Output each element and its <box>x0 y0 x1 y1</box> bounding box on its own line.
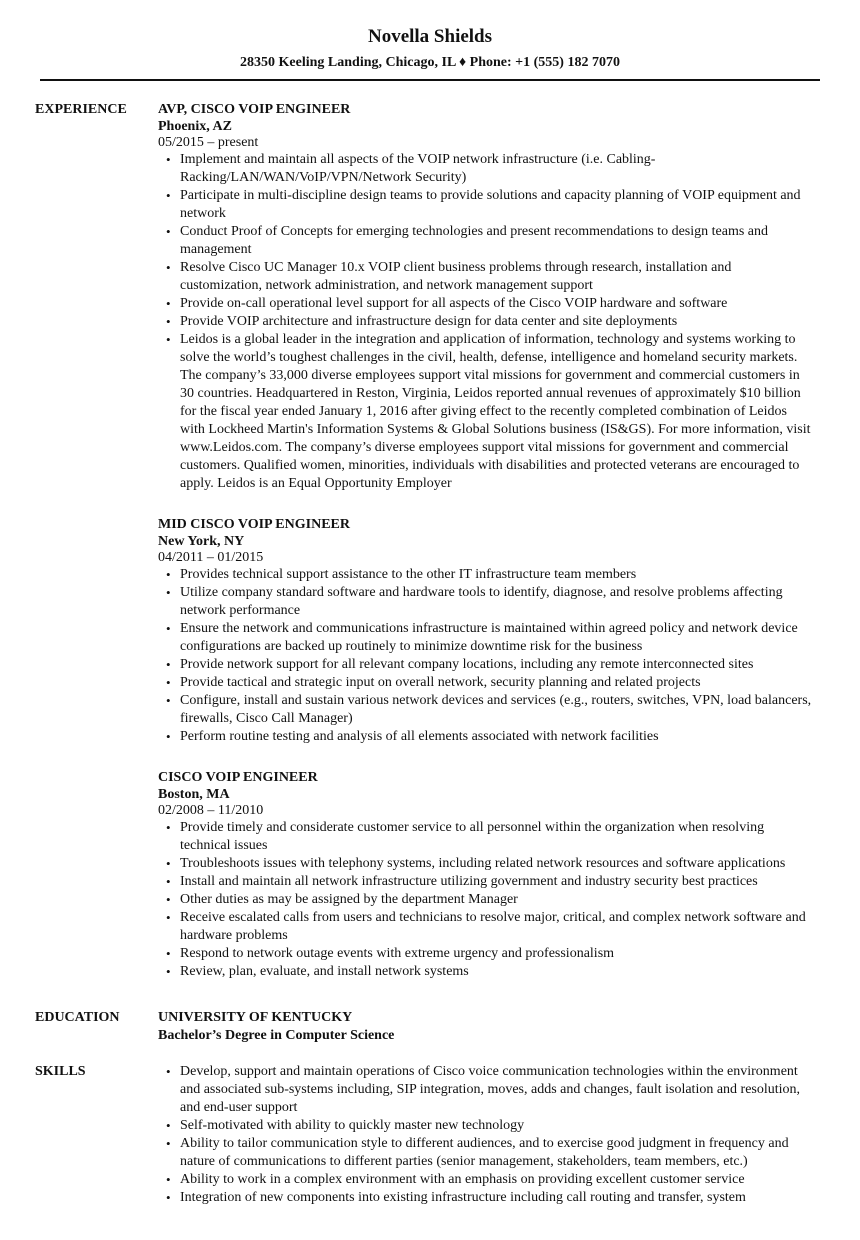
job-bullet: • Configure, install and sustain various network devices and services (e.g., routers, switches, VPN, load balancers, firewalls, Cisco Call Manager) <box>158 692 813 728</box>
job-bullet: • Provide on-call operational level support for all aspects of the Cisco VOIP hardware and software <box>158 295 813 313</box>
header-divider <box>40 79 820 81</box>
job-bullet: • Review, plan, evaluate, and install network systems <box>158 963 813 981</box>
job-title: CISCO VOIP ENGINEER <box>158 770 318 785</box>
job-bullet: • Troubleshoots issues with telephony systems, including related network resources and software applications <box>158 855 813 873</box>
degree: Bachelor’s Degree in Computer Science <box>158 1028 395 1043</box>
contact-line: 28350 Keeling Landing, Chicago, IL ♦ Phone: +1 (555) 182 7070 <box>240 55 620 70</box>
skills-content <box>158 1063 813 1207</box>
job-entry <box>158 516 813 746</box>
job-location: New York, NY <box>158 534 245 549</box>
job-bullet: • Provide VOIP architecture and infrastructure design for data center and site deployments <box>158 313 813 331</box>
job-bullet: • Install and maintain all network infrastructure utilizing government and industry security best practices <box>158 873 813 891</box>
job-bullet: • Respond to network outage events with extreme urgency and professionalism <box>158 945 813 963</box>
education-content <box>158 1009 813 1045</box>
job-bullet: • Implement and maintain all aspects of the VOIP network infrastructure (i.e. Cabling-Racking/LAN/WAN/VoIP/VPN/Network Security) <box>158 151 813 187</box>
skills-section <box>0 1063 860 1207</box>
job-bullet-list <box>158 819 813 981</box>
school-name: UNIVERSITY OF KENTUCKY <box>158 1010 353 1025</box>
job-bullet: • Receive escalated calls from users and technicians to resolve major, critical, and complex network software and hardware problems <box>158 909 813 945</box>
job-bullet: • Ensure the network and communications infrastructure is maintained within agreed policy and network device configurations are backed up routinely to minimize downtime risk for the business <box>158 620 813 656</box>
job-location: Phoenix, AZ <box>158 119 232 134</box>
experience-content <box>158 101 813 981</box>
job-bullet: • Provide timely and considerate customer service to all personnel within the organization when resolving technical issues <box>158 819 813 855</box>
job-bullet: • Provides technical support assistance to the other IT infrastructure team members <box>158 566 813 584</box>
experience-section <box>0 101 860 981</box>
job-bullet: • Other duties as may be assigned by the department Manager <box>158 891 813 909</box>
job-bullet-list <box>158 566 813 746</box>
job-title: MID CISCO VOIP ENGINEER <box>158 517 350 532</box>
section-label-education: EDUCATION <box>35 1010 120 1025</box>
skills-list <box>158 1063 813 1207</box>
section-label-skills: SKILLS <box>35 1064 86 1079</box>
job-location: Boston, MA <box>158 787 230 802</box>
job-entry <box>158 769 813 981</box>
job-dates: 04/2011 – 01/2015 <box>158 550 264 565</box>
section-label-experience: EXPERIENCE <box>35 102 127 117</box>
job-bullet-list <box>158 151 813 493</box>
skill-item: • Ability to tailor communication style to different audiences, and to exercise good judgment in frequency and nature of communications to different parties (senior management, stakeholders, team members, etc.) <box>158 1135 813 1171</box>
job-bullet: • Provide network support for all relevant company locations, including any remote interconnected sites <box>158 656 813 674</box>
job-bullet: • Conduct Proof of Concepts for emerging technologies and present recommendations to design teams and management <box>158 223 813 259</box>
job-entry <box>158 101 813 493</box>
skill-item: • Ability to work in a complex environment with an emphasis on providing excellent customer service <box>158 1171 813 1189</box>
job-bullet: • Provide tactical and strategic input on overall network, security planning and related projects <box>158 674 813 692</box>
education-section <box>0 1009 860 1045</box>
job-bullet: • Utilize company standard software and hardware tools to identify, diagnose, and resolve problems affecting network performance <box>158 584 813 620</box>
skill-item: • Self-motivated with ability to quickly master new technology <box>158 1117 813 1135</box>
job-bullet: • Resolve Cisco UC Manager 10.x VOIP client business problems through research, installation and customization, network administration, and network management support <box>158 259 813 295</box>
resume-header <box>0 0 860 81</box>
job-bullet: • Perform routine testing and analysis of all elements associated with network facilities <box>158 728 813 746</box>
skill-item: • Integration of new components into existing infrastructure including call routing and transfer, system <box>158 1189 813 1207</box>
job-dates: 02/2008 – 11/2010 <box>158 803 264 818</box>
candidate-name: Novella Shields <box>367 26 493 47</box>
job-dates: 05/2015 – present <box>158 135 259 150</box>
skill-item: • Develop, support and maintain operations of Cisco voice communication technologies within the environment and associated sub-systems including, SIP integration, moves, adds and changes, fault isolation and resolution, and end-user support <box>158 1063 813 1117</box>
job-bullet: • Participate in multi-discipline design teams to provide solutions and capacity planning of VOIP equipment and network <box>158 187 813 223</box>
job-bullet: • Leidos is a global leader in the integration and application of information, technology and systems working to solve the world’s toughest challenges in the civil, health, defense, intelligence and homeland security markets. The company’s 33,000 diverse employees support vital missions for government and commercial customers in 30 countries. Headquartered in Reston, Virginia, Leidos reported annual revenues of approximately $10 billion for the fiscal year ended January 1, 2016 after giving effect to the recently completed combination of Leidos with Lockheed Martin's Information Systems & Global Solutions business (IS&GS). For more information, visit www.Leidos.com. The company’s diverse employees support vital missions for government and commercial customers. Qualified women, minorities, individuals with disabilities and protected veterans are encouraged to apply. Leidos is an Equal Opportunity Employer <box>158 331 813 493</box>
job-title: AVP, CISCO VOIP ENGINEER <box>158 102 351 117</box>
